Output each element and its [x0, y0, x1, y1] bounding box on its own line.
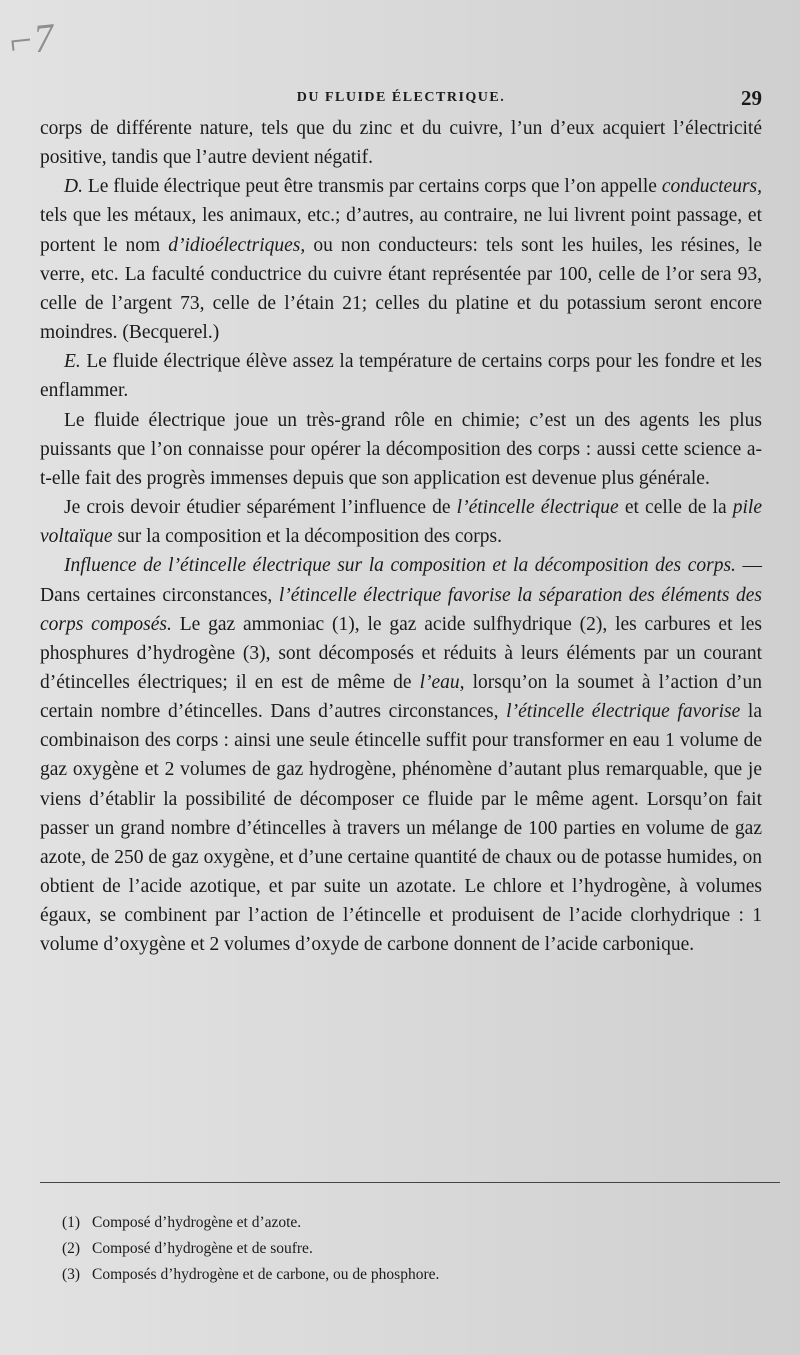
italic-text: l’étincelle électrique	[456, 497, 619, 519]
body-text	[40, 114, 762, 960]
text-run: tels que les métaux, les animaux, etc.; d’autres, au contraire, ne lui livrent point passage, et portent le nom	[40, 205, 762, 256]
text-run: la combinaison des corps : ainsi une seule étincelle suffit pour transformer en eau 1 volume de gaz oxygène et 2 volumes de gaz hydrogène, phénomène d’autant plus remarquable, que je viens d’établir la possibilité de décomposer ce fluide par le même agent. Lorsqu’on fait passer un grand nombre d’étincelles à travers un mélange de 100 parties en volume de gaz azote, de 250 de gaz oxygène, et d’une certaine quantité de chaux ou de potasse humides, on obtient de l’acide azotique, et par suite un azotate. Le chlore et l’hydrogène, à volumes égaux, se combinent par l’action de l’étincelle et produisent de l’acide clorhydrique : 1 volume d’oxygène et 2 volumes d’oxyde de carbone donnent de l’acide carbonique.	[40, 701, 762, 956]
footnotes	[62, 1210, 762, 1288]
footnote-text: Composés d’hydrogène et de carbone, ou de phosphore.	[92, 1266, 440, 1283]
footnote	[62, 1236, 762, 1262]
text-run: Je crois devoir étudier séparément l’influence de	[64, 497, 457, 519]
paragraph: corps de différente nature, tels que du zinc et du cuivre, l’un d’eux acquiert l’électricité positive, tandis que l’autre devient négatif.	[40, 118, 762, 169]
italic-text: Influence de l’étincelle électrique sur la composition et la décomposition des corps.	[64, 555, 736, 577]
footnote	[62, 1262, 762, 1288]
paragraph	[40, 347, 762, 405]
paragraph	[40, 172, 762, 347]
footnote-number: (3)	[62, 1266, 81, 1283]
text-run: ou non conducteurs: tels sont les huiles, les résines, le verre, etc. La faculté conductrice du cuivre étant représentée par 100, celle de l’or sera 93, celle de l’argent 73, celle de l’étain 21; celles du platine et du potassium seront encore moindres. (Becquerel.)	[40, 234, 762, 344]
footnote-text: Composé d’hydrogène et de soufre.	[92, 1240, 313, 1257]
italic-text: l’eau,	[419, 671, 465, 693]
handwritten-mark: ⌐7	[4, 14, 57, 65]
paragraph	[40, 493, 762, 551]
italic-text: conducteurs,	[661, 176, 762, 198]
page-number: 29	[741, 86, 762, 110]
footnote-number: (1)	[62, 1214, 81, 1231]
text-run: — Dans certaines circonstances,	[40, 555, 763, 606]
text-run: et celle de la	[618, 497, 733, 519]
italic-text: pile voltaïque	[40, 497, 762, 548]
paragraph	[40, 551, 762, 959]
italic-text: d’idioélectriques,	[168, 234, 306, 256]
footnote	[62, 1210, 762, 1236]
italic-text: l’étincelle électrique favorise	[506, 701, 741, 723]
running-head: DU FLUIDE ÉLECTRIQUE.	[296, 90, 506, 105]
text-run: Le fluide électrique peut être transmis par certains corps que l’on appelle	[82, 176, 662, 198]
footnote-text: Composé d’hydrogène et d’azote.	[92, 1214, 302, 1231]
italic-text: E.	[64, 351, 81, 373]
italic-text: l’étincelle électrique favorise la séparation des éléments des corps composés.	[40, 584, 762, 635]
text-run: Le fluide électrique élève assez la température de certains corps pour les fondre et les enflammer.	[40, 351, 762, 402]
text-run: lorsqu’on la soumet à l’action d’un certain nombre d’étincelles. Dans d’autres circonstances,	[40, 671, 762, 723]
text-run: sur la composition et la décomposition des corps.	[112, 526, 502, 548]
paragraph: Le fluide électrique joue un très-grand rôle en chimie; c’est un des agents les plus puissants que l’on connaisse pour opérer la décomposition des corps : aussi cette science a-t-elle fait des progrès immenses depuis que son application est devenue plus générale.	[40, 409, 762, 489]
footnote-rule	[40, 1182, 780, 1183]
footnote-number: (2)	[62, 1240, 81, 1257]
italic-text: D.	[64, 176, 83, 198]
text-run: Le gaz ammoniac (1), le gaz acide sulfhydrique (2), les carbures et les phosphures d’hydrogène (3), sont décomposés et réduits à leurs éléments par un courant d’étincelles électriques; il en est de même de	[40, 613, 762, 693]
page-header	[40, 86, 762, 112]
